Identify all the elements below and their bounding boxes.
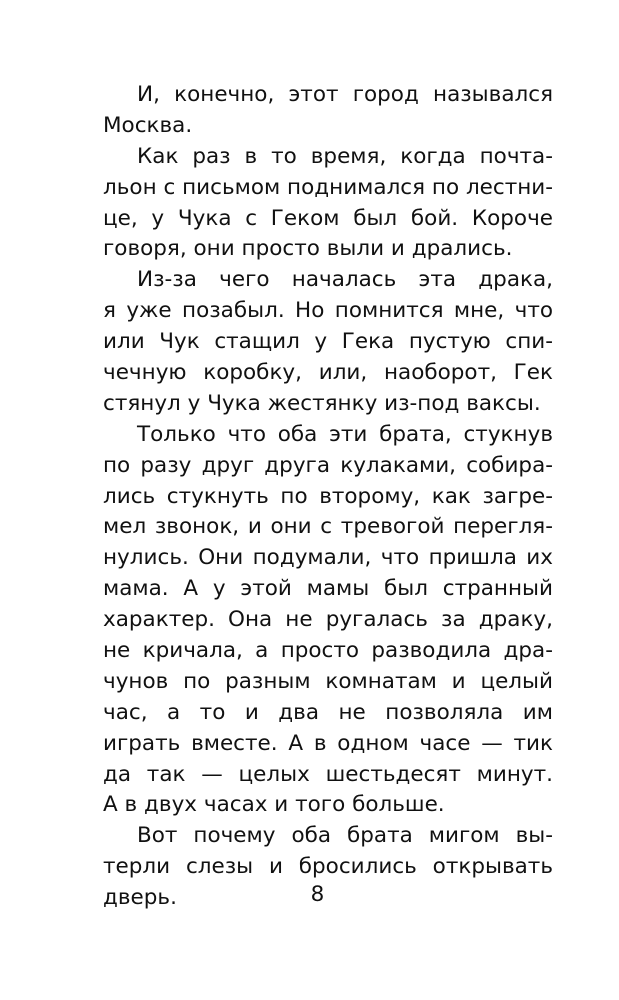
- text-line: Москва.: [103, 112, 193, 138]
- text-line: Вот почему оба брата мигом вы-: [137, 823, 553, 849]
- text-line: Только что оба эти брата, стукнув: [137, 421, 553, 447]
- text-line: лись стукнуть по второму, как загре-: [103, 483, 553, 509]
- text-line: играть вместе. А в одном часе — тик: [103, 730, 553, 756]
- text-line: льон с письмом поднимался по лестни-: [103, 174, 554, 200]
- text-line: чунов по разным комнатам и целый: [103, 668, 553, 694]
- paragraph: [103, 80, 553, 142]
- text-line: да так — целых шестьдесят минут.: [103, 761, 553, 787]
- text-line: чечную коробку, или, наоборот, Гек: [103, 360, 553, 386]
- text-line: Из-за чего началась эта драка,: [137, 267, 553, 293]
- text-line: или Чук стащил у Гека пустую спи-: [103, 329, 553, 355]
- text-line: мама. А у этой мамы был странный: [103, 576, 553, 602]
- text-line: И, конечно, этот город назывался: [137, 82, 553, 107]
- text-line: не кричала, а просто разводила дра-: [103, 638, 553, 664]
- text-line: це, у Чука с Геком был бой. Короче: [103, 205, 553, 231]
- text-line: дверь.: [103, 885, 177, 911]
- text-line: мел звонок, и они с тревогой перегля-: [103, 514, 553, 540]
- text-line: говоря, они просто выли и дрались.: [103, 236, 513, 262]
- text-line: А в двух часах и того больше.: [103, 792, 445, 818]
- text-line: стянул у Чука жестянку из-под ваксы.: [103, 390, 541, 416]
- paragraph: [103, 265, 553, 419]
- text-line: Как раз в то время, когда почта-: [137, 143, 553, 169]
- text-line: терли слезы и бросились открывать: [103, 854, 553, 880]
- text-line: час, а то и два не позволяла им: [103, 699, 553, 725]
- text-line: по разу друг друга кулаками, собира-: [103, 452, 553, 478]
- paragraph: [103, 142, 553, 266]
- paragraph: [103, 420, 553, 822]
- body-text: [103, 80, 553, 914]
- text-line: я уже позабыл. Но помнится мне, что: [103, 298, 553, 324]
- text-line: характер. Она не ругалась за драку,: [103, 607, 553, 633]
- text-line: нулись. Они подумали, что пришла их: [103, 545, 553, 571]
- page-number: 8: [310, 882, 325, 907]
